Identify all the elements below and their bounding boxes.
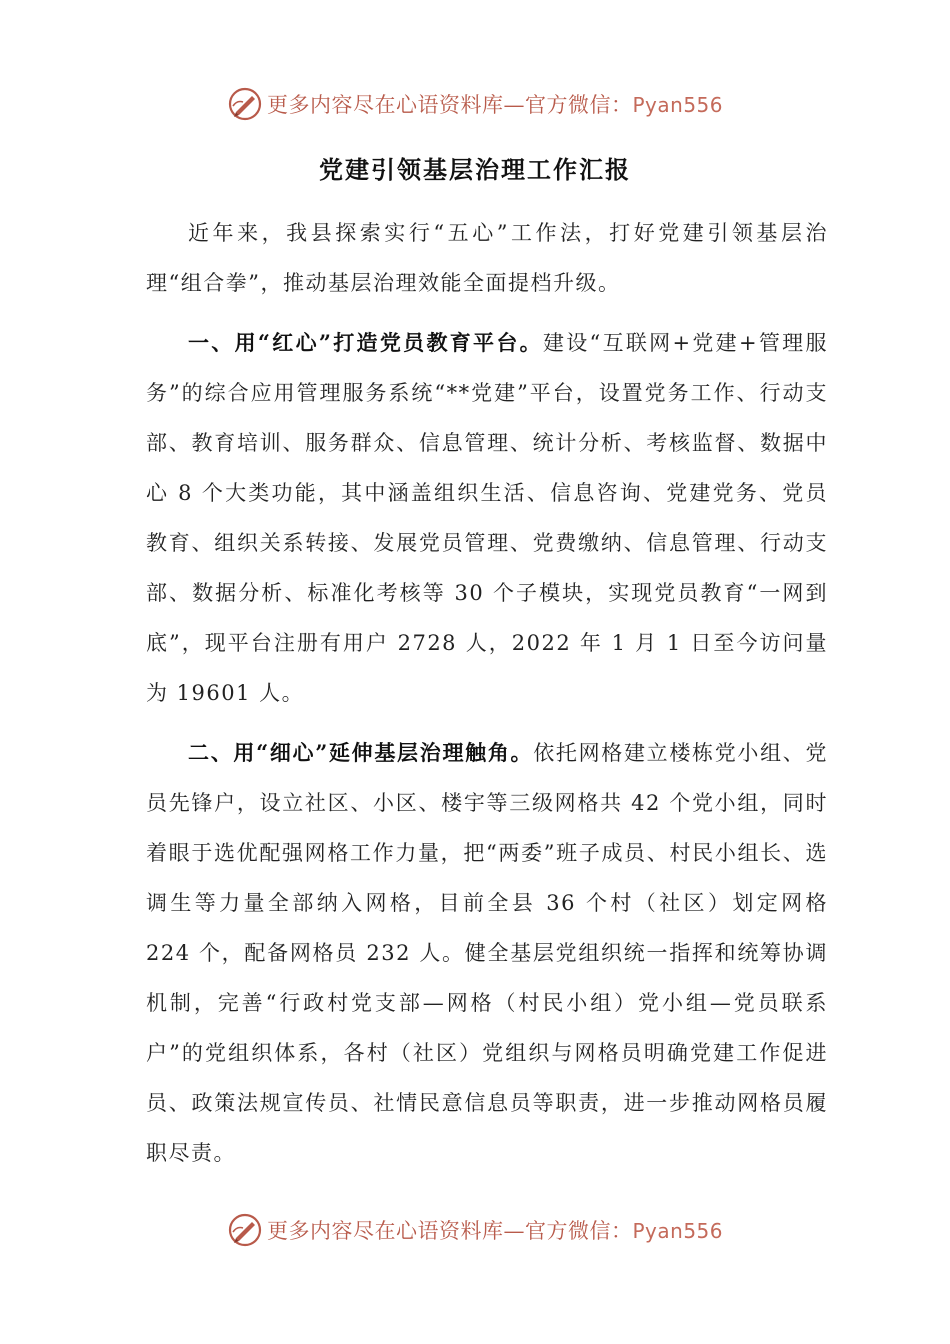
document-body (146, 208, 828, 1178)
document-title: 党建引领基层治理工作汇报 (319, 155, 631, 184)
section-body-2: 依托网格建立楼栋党小组、党员先锋户，设立社区、小区、楼宇等三级网格共 42 个党小组，同时着眼于选优配强网格工作力量，把“两委”班子成员、村民小组长、选调生等力量全部纳入网格，目前全县 36 个村（社区）划定网格 224 个，配备网格员 232 人。健全基层党组织统一指挥和统筹协调机制，完善“行政村党支部—网格（村民小组）党小组—党员联系户”的党组织体系，各村（社区）党组织与网格员明确党建工作促进员、政策法规宣传员、社情民意信息员等职责，进一步推动网格员履职尽责。 (146, 741, 828, 1165)
watermark-banner-bottom (0, 1210, 950, 1250)
intro-paragraph: 近年来，我县探索实行“五心”工作法，打好党建引领基层治理“组合拳”，推动基层治理效能全面提档升级。 (146, 221, 828, 295)
watermark-banner-top (0, 84, 950, 124)
section-body-1: 建设“互联网+党建+管理服务”的综合应用管理服务系统“**党建”平台，设置党务工作、行动支部、教育培训、服务群众、信息管理、统计分析、考核监督、数据中心 8 个大类功能，其中涵盖组织生活、信息咨询、党建党务、党员教育、组织关系转接、发展党员管理、党费缴纳、信息管理、行动支部、数据分析、标准化考核等 30 个子模块，实现党员教育“一网到底”，现平台注册有用户 2728 人，2022 年 1 月 1 日至今访问量为 19601 人。 (146, 331, 828, 705)
section-paragraph-1 (146, 318, 828, 718)
watermark-text: 更多内容尽在心语资料库—官方微信：Pyan556 (266, 93, 723, 117)
watermark-text: 更多内容尽在心语资料库—官方微信：Pyan556 (266, 1219, 723, 1243)
section-heading-2: 二、用“细心”延伸基层治理触角。 (188, 740, 534, 765)
watermark-wechat-id: Pyan556 (632, 1219, 723, 1243)
pen-logo-icon (227, 86, 263, 122)
pen-logo-icon (227, 1212, 263, 1248)
watermark-wechat-id: Pyan556 (632, 93, 723, 117)
section-paragraph-2 (146, 728, 828, 1178)
section-heading-1: 一、用“红心”打造党员教育平台。 (188, 330, 543, 355)
